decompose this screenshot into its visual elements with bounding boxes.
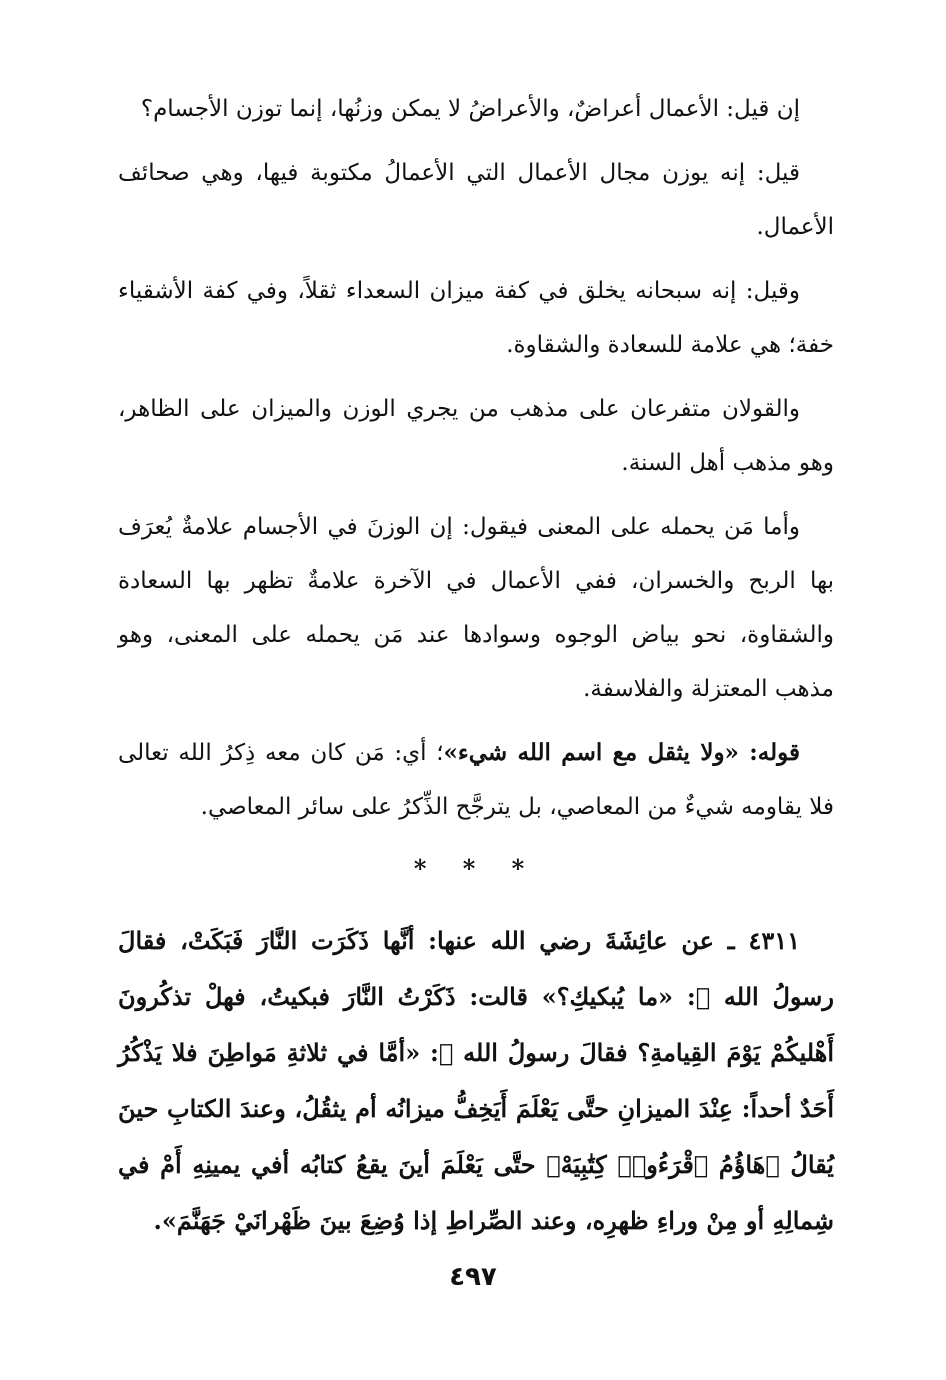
paragraph-2-text: قيل: إنه يوزن مجال الأعمال التي الأعمالُ مكتوبة فيها، وهي صحائف الأعمال. (118, 160, 834, 240)
paragraph-2 (118, 146, 834, 254)
hadith-text (118, 913, 834, 1249)
paragraph-6-lead: قوله: «ولا يثقل مع اسم الله شيء» (443, 739, 801, 766)
paragraph-3-text: وقيل: إنه سبحانه يخلق في كفة ميزان السعداء ثقلاً، وفي كفة الأشقياء خفة؛ هي علامة للسعادة والشقاوة. (118, 278, 834, 358)
paragraph-1 (118, 82, 834, 136)
paragraph-4 (118, 382, 834, 490)
paragraph-6-text: ؛ أي: مَن كان معه ذِكرُ الله تعالى فلا يقاومه شيءٌ من المعاصي، بل يترجَّح الذِّكرُ على سائر المعاصي. (118, 740, 834, 820)
paragraph-3 (118, 264, 834, 372)
paragraph-1-text: إن قيل: الأعمال أعراضٌ، والأعراضُ لا يمكن وزنُها، إنما توزن الأجسام؟ (140, 96, 800, 122)
paragraph-6 (118, 726, 834, 834)
paragraph-5-text: وأما مَن يحمله على المعنى فيقول: إن الوزنَ في الأجسام علامةٌ يُعرَف بها الربح والخسران، ففي الأعمال في الآخرة علامةٌ تظهر بها السعادة والشقاوة، نحو بياض الوجوه وسوادها عند مَن يحمله على المعنى، وهو مذهب المعتزلة والفلاسفة. (118, 514, 834, 702)
page-number: ٤٩٧ (449, 1262, 497, 1292)
paragraph-5 (118, 500, 834, 716)
hadith-body: ٤٣١١ ـ عن عائِشَةَ رضي الله عنها: أنَّها ذَكَرَت النَّارَ فَبَكَتْ، فقالَ رسولُ الله ﷺ: «ما يُبكيكِ؟» قالت: ذَكَرْتُ النَّارَ فبكيتُ، فهلْ تذكُرونَ أَهْليكُمْ يَوْمَ القِيامةِ؟ فقالَ رسولُ الله ﷺ: «أمَّا في ثلاثةِ مَواطِنَ فلا يَذْكُرُ أَحَدٌ أحداً: عِنْدَ الميزانِ حتَّى يَعْلَمَ أَيَخِفُّ ميزانُه أم يثقُلُ، وعندَ الكتابِ حينَ يُقالُ ﴿هَاؤُمُ ٱقْرَءُوا۟ كِتَٰبِيَهْ﴾ حتَّى يَعْلَمَ أينَ يقعُ كتابُه أفي يمينِهِ أَمْ في شِمالِهِ أو مِنْ وراءِ ظهرِه، وعند الصِّراطِ إذا وُضِعَ بينَ ظَهْرانَيْ جَهَنَّمَ». (118, 926, 834, 1235)
page-body (118, 82, 834, 1249)
section-separator: * * * (413, 854, 539, 883)
paragraph-4-text: والقولان متفرعان على مذهب من يجري الوزن والميزان على الظاهر، وهو مذهب أهل السنة. (118, 396, 834, 476)
